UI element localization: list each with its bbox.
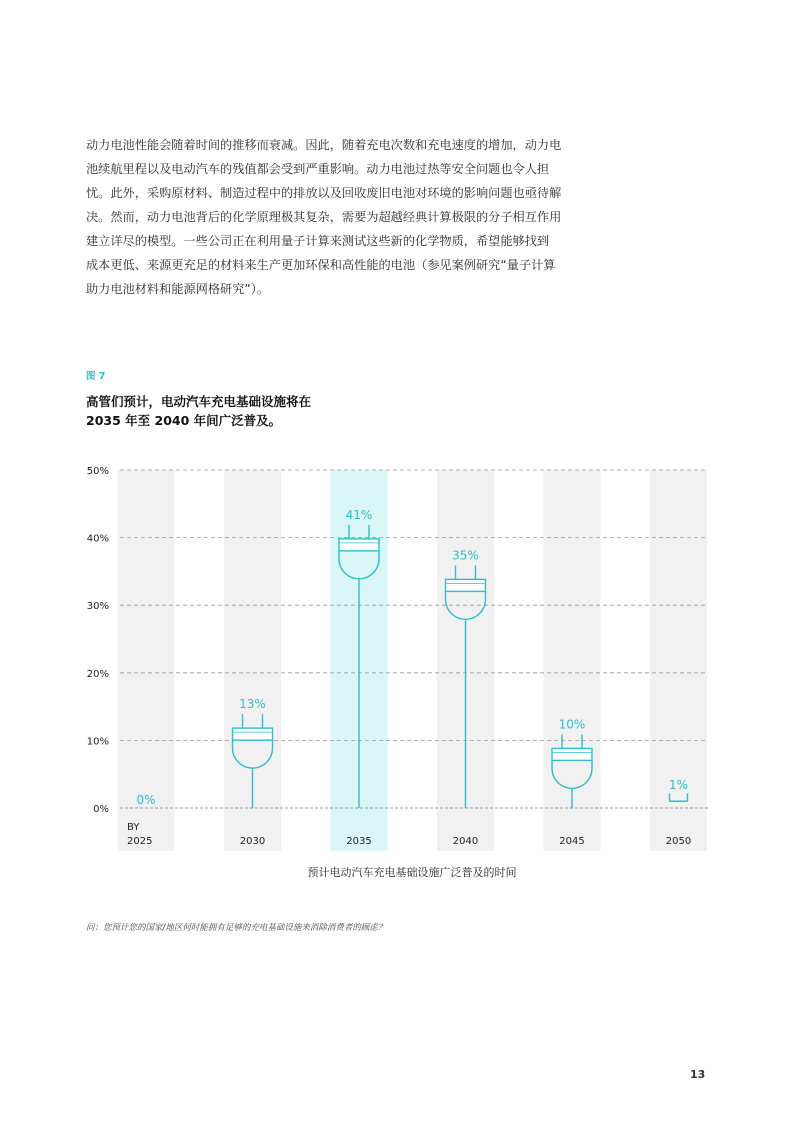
body-line: 忧。此外，采购原材料、制造过程中的排放以及回收废旧电池对环境的影响问题也亟待解 xyxy=(86,186,562,200)
y-tick-label: 50% xyxy=(86,466,109,477)
x-tick-label: 2050 xyxy=(665,836,692,847)
data-label: 1% xyxy=(668,778,689,793)
x-tick-label: 2025 xyxy=(127,836,153,847)
column-background xyxy=(650,470,707,851)
data-label: 35% xyxy=(452,548,479,563)
y-tick-label: 20% xyxy=(86,668,109,680)
plug-head xyxy=(446,579,486,591)
body-line: 决。然而，动力电池背后的化学原理极其复杂，需要为超越经典计算极限的分子相互作用 xyxy=(86,210,562,224)
body-line: 成本更低、来源更充足的材料来生产更加环保和高性能的电池（参见案例研究“量子计算 xyxy=(86,258,556,272)
figure-label: 图 7 xyxy=(86,371,106,382)
y-tick-label: 40% xyxy=(86,533,109,545)
x-tick-label: BY xyxy=(127,822,140,833)
y-tick-label: 30% xyxy=(86,601,109,613)
plug-head xyxy=(233,728,273,740)
body-line: 助力电池材料和能源网格研究”）。 xyxy=(86,282,270,296)
survey-question: 问：您预计您的国家/地区何时能拥有足够的充电基础设施来消除消费者的顾虑？ xyxy=(86,923,387,933)
figure-title-line: 2035 年至 2040 年间广泛普及。 xyxy=(86,413,282,428)
body-line: 建立详尽的模型。一些公司正在利用量子计算来测试这些新的化学物质，希望能够找到 xyxy=(86,234,550,248)
x-tick-label: 2030 xyxy=(239,836,266,847)
plug-head xyxy=(339,539,379,551)
x-tick-label: 2045 xyxy=(559,836,585,847)
x-tick-label: 2035 xyxy=(346,836,372,847)
data-label: 41% xyxy=(345,507,373,522)
x-axis-caption: 预计电动汽车充电基础设施广泛普及的时间 xyxy=(307,866,517,879)
y-tick-label: 0% xyxy=(93,804,109,815)
body-line: 动力电池性能会随着时间的推移而衰减。因此，随着充电次数和充电速度的增加，动力电 xyxy=(86,138,562,152)
x-tick-label: 2040 xyxy=(452,836,479,847)
data-label: 13% xyxy=(239,697,266,712)
page-number: 13 xyxy=(690,1068,706,1081)
y-tick-label: 10% xyxy=(86,736,109,748)
data-label: 0% xyxy=(136,793,156,807)
data-label: 10% xyxy=(558,717,586,732)
plug-head xyxy=(552,748,592,760)
figure-title-line: 高管们预计，电动汽车充电基础设施将在 xyxy=(86,394,312,409)
body-line: 池续航里程以及电动汽车的残值都会受到严重影响。动力电池过热等安全问题也令人担 xyxy=(86,162,550,176)
